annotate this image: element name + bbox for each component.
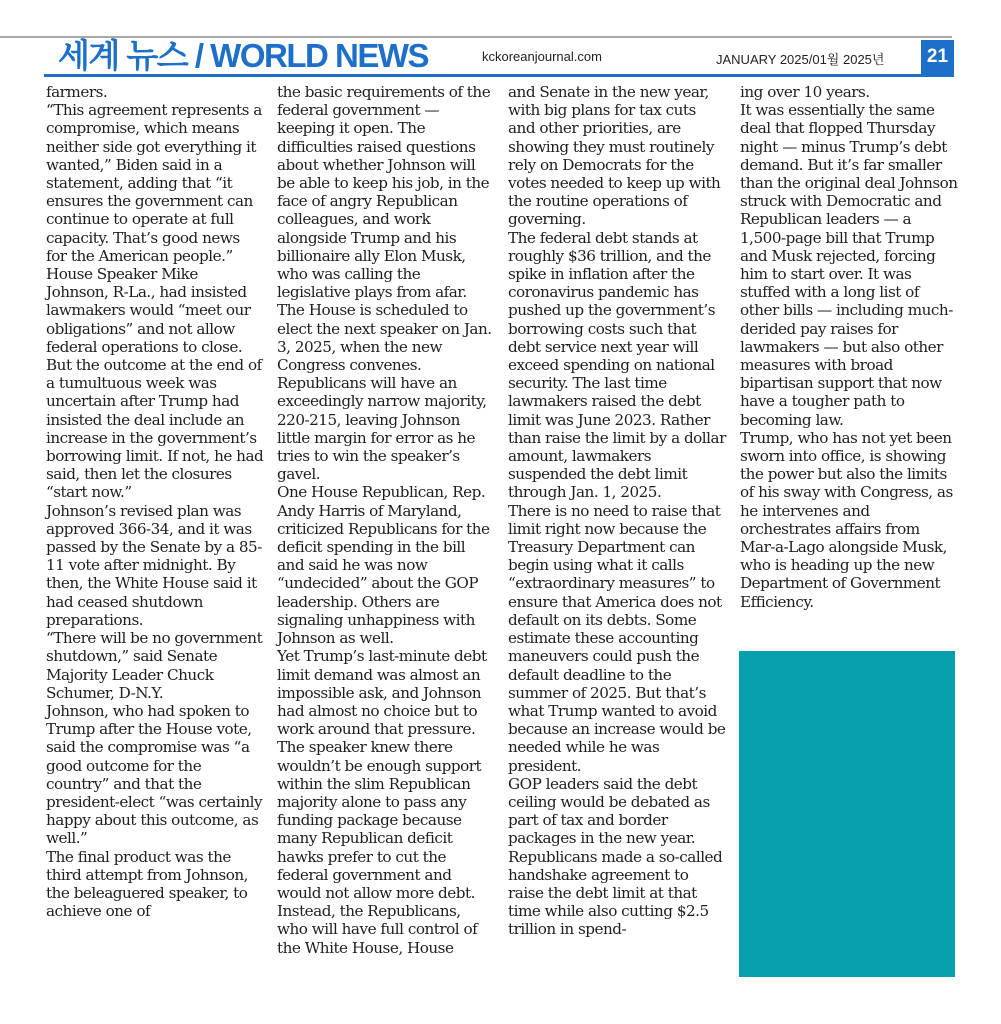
paragraph: the basic requirements of the federal government — keeping it open. The difficulties raised questions about whether Johnson will be able to keep his job, in the face of angry Republican colleagues, and work alongside Trump and his billionaire ally Elon Musk, who was calling the legislative plays from afar. [277,83,491,302]
paragraph: The House is scheduled to elect the next speaker on Jan. 3, 2025, when the new Congress convenes. Republicans will have an exceedingly narrow majority, 220-215, leaving Johnson little margin for error as he tries to win the speaker’s gavel. [277,301,492,484]
header-divider [44,74,954,77]
section-title: 세계 뉴스 / WORLD NEWS [58,37,428,74]
paragraph: House Speaker Mike Johnson, R-La., had insisted lawmakers would “meet our obligations” and not allow federal operations to close. But the outcome at the end of a tumultuous week was uncertain after Trump had insisted the deal include an increase in the government’s borrowing limit. If not, he had said, then let the closures “start now.” [46,265,264,502]
page-header [0,0,1001,78]
paragraph: One House Republican, Rep. Andy Harris of Maryland, criticized Republicans for the deficit spending in the bill and said he was now “undecided” about the GOP leadership. Others are signaling unhappiness with Johnson as well. [277,483,490,648]
paragraph: The federal debt stands at roughly $36 trillion, and the spike in inflation after the coronavirus pandemic has pushed up the government’s borrowing costs such that debt service next year will exceed spending on national security. The last time lawmakers raised the debt limit was June 2023. Rather than raise the limit by a dollar amount, lawmakers suspended the debt limit through Jan. 1, 2025. [508,228,726,502]
paragraph: and Senate in the new year, with big plans for tax cuts and other priorities, are showing they must routinely rely on Democrats for the votes needed to keep up with the routine operations of governing. [508,83,721,229]
article-column-1 [46,83,264,920]
advertisement-block [739,651,955,977]
article-column-4 [740,83,958,611]
paragraph: “There will be no government shutdown,” said Senate Majority Leader Chuck Schumer, D-N.Y. [46,629,263,702]
paragraph: The final product was the third attempt from Johnson, the beleaguered speaker, to achieve one of [46,847,248,921]
paragraph: ing over 10 years. [740,83,870,101]
paragraph: “This agreement represents a compromise, which means neither side got everything it wanted,” Biden said in a statement, adding that “it ensures the government can continue to operate at full capacity. That’s good news for the American people.” [46,101,262,265]
issue-date: JANUARY 2025/01월 2025년 [716,52,885,67]
paragraph: farmers. [46,83,108,101]
paragraph: Johnson’s revised plan was approved 366-34, and it was passed by the Senate by a 85-11 vote after midnight. By then, the White House said it had ceased shutdown preparations. [46,501,262,629]
paragraph: Johnson, who had spoken to Trump after the House vote, said the compromise was “a good outcome for the country” and that the president-elect “was certainly happy about this outcome, as well.” [46,701,263,848]
paragraph: It was essentially the same deal that flopped Thursday night — minus Trump’s debt demand. But it’s far smaller than the original deal Johnson struck with Democratic and Republican leaders — a 1,500-page bill that Trump and Musk rejected, forcing him to start over. It was stuffed with a long list of other bills — including much-derided pay raises for lawmakers — but also other measures with broad bipartisan support that now have a tougher path to becoming law. [740,101,958,429]
article-column-2 [277,83,495,957]
paragraph: GOP leaders said the debt ceiling would be debated as part of tax and border packages in the new year. Republicans made a so-called handshake agreement to raise the debt limit at that time while also cutting $2.5 trillion in spend- [508,774,723,939]
paragraph: Yet Trump’s last-minute debt limit demand was almost an impossible ask, and Johnson had almost no choice but to work around that pressure. The speaker knew there wouldn’t be enough support within the slim Republican majority alone to pass any funding package because many Republican deficit hawks prefer to cut the federal government and would not allow more debt. [277,647,487,902]
paragraph: There is no need to raise that limit right now because the Treasury Department can begin using what it calls “extraordinary measures” to ensure that America does not default on its debts. Some estimate these accounting maneuvers could push the default deadline to the summer of 2025. But that’s what Trump wanted to avoid because an increase would be needed while he was president. [508,501,726,775]
page-number: 21 [921,40,954,74]
paragraph: Trump, who has not yet been sworn into office, is showing the power but also the limits of his sway with Congress, as he intervenes and orchestrates affairs from Mar-a-Lago alongside Musk, who is heading up the new Department of Government Efficiency. [740,428,953,611]
paragraph: Instead, the Republicans, who will have full control of the White House, House [277,902,478,957]
site-url: kckoreanjournal.com [482,49,602,64]
article-column-3 [508,83,726,939]
